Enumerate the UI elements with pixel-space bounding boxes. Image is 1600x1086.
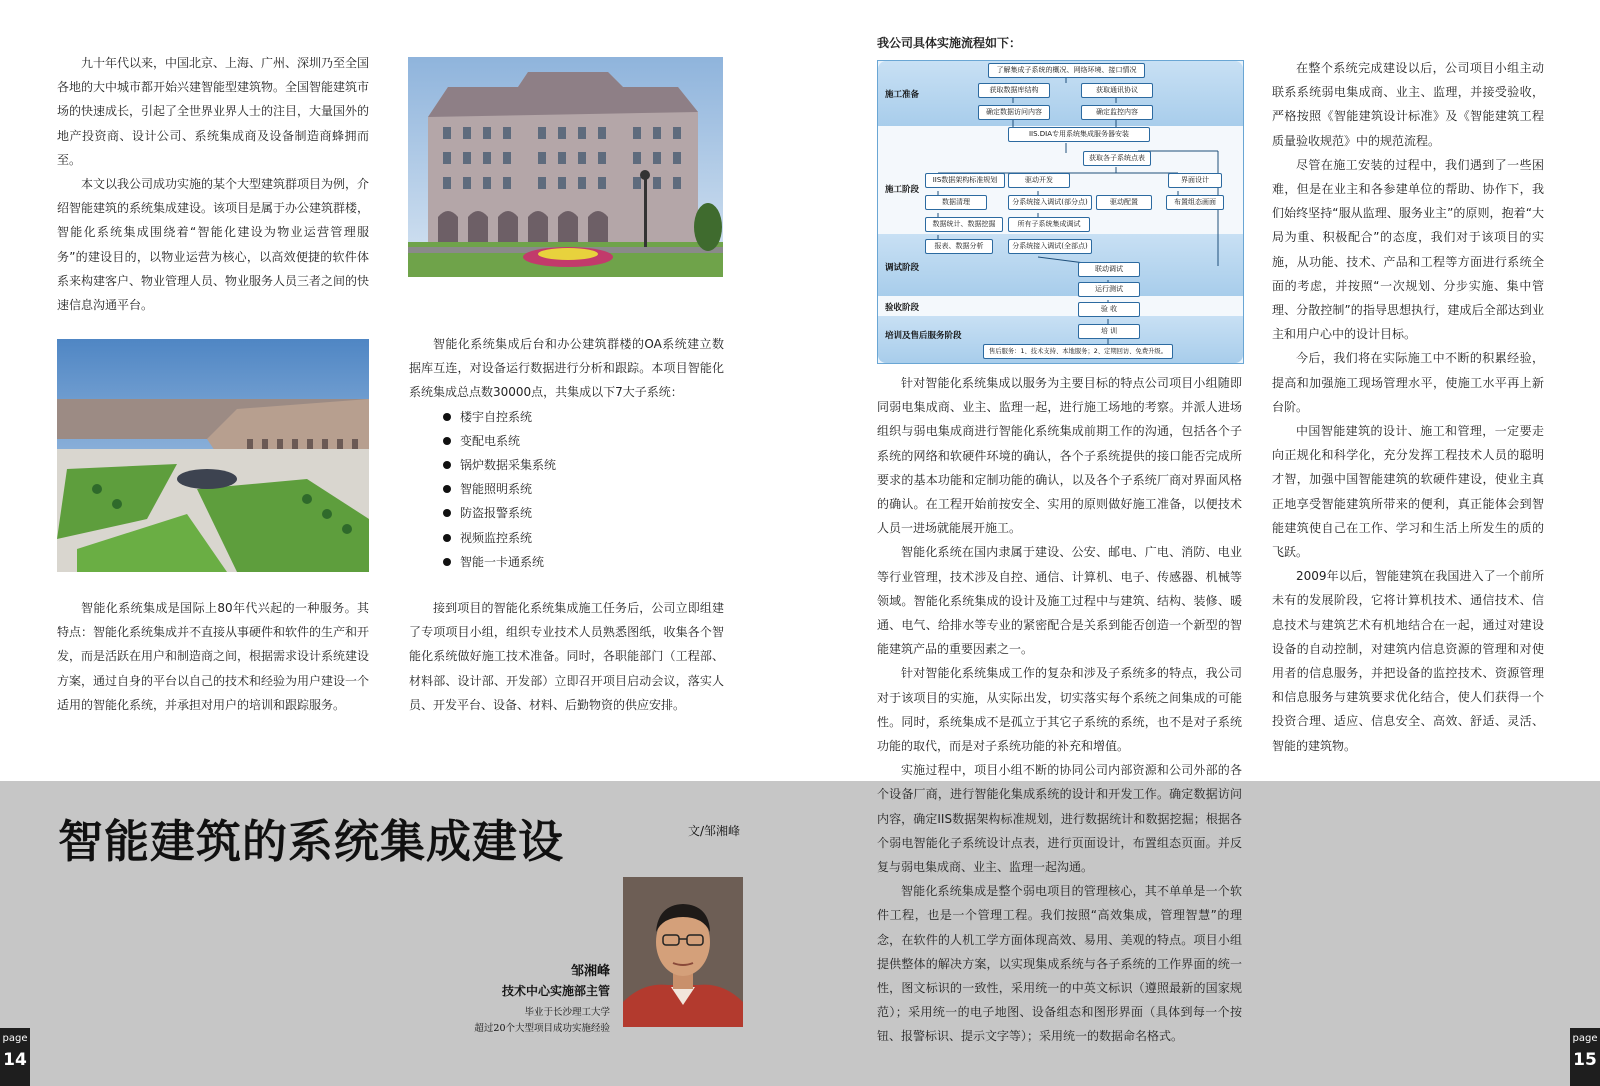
page-number: 14	[3, 1050, 27, 1070]
implementation-flowchart	[877, 60, 1244, 364]
flow-arrows	[878, 61, 1243, 363]
intro-paragraph-1: 九十年代以来，中国北京、上海、广州、深圳乃至全国各地的大中城市都开始兴建智能型建筑物。全国智能建筑市场的快速成长，引起了全世界业界人士的注目，大量国外的地产投资商、设计公司、系统集成商及设备制造商蜂拥而至。	[57, 56, 370, 167]
author-experience: 超过20个大型项目成功实施经验	[474, 1023, 610, 1034]
conclusion-paragraph: 中国智能建筑的设计、施工和管理，一定要走向正规化和科学化，充分发挥工程技术人员的聪明才智，加强中国智能建筑的软硬件建设，使业主真正地享受智能建筑所带来的便利，真正能体会到智能建筑使自己在工作、学习和生活上所发生的质的飞跃。	[1272, 424, 1544, 560]
conclusion-paragraph: 今后，我们将在实际施工中不断的积累经验，提高和加强施工现场管理水平，使施工水平再上新台阶。	[1272, 351, 1544, 414]
implementation-paragraph: 针对智能化系统集成工作的复杂和涉及子系统多的特点，我公司对于该项目的实施，从实际出发，切实落实每个系统之间集成的可能性。同时，系统集成不是孤立于其它子系统的系统，也不是对子系统功能的取代，而是对子系统功能的补充和增值。	[877, 666, 1242, 754]
implementation-paragraph: 针对智能化系统集成以服务为主要目标的特点公司项目小组随即同弱电集成商、业主、监理一起，进行施工场地的考察。并派人进场组织与弱电集成商进行智能化系统集成前期工作的沟通，包括各个子系统的网络和软硬件环境的确认，各个子系统提供的接口能否完成所要求的基本功能和定制功能的确认，以及各个子系统厂商对界面风格的确认。在工程开始前按安全、实用的原则做好施工准备，以便技术人员一进场就能展开施工。	[877, 376, 1242, 536]
subsystem-item: 防盗报警系统	[440, 501, 724, 525]
flow-box: 获取数据库结构	[978, 83, 1050, 98]
flow-box: 报表、数据分析	[925, 239, 993, 254]
byline: 文/邹湘峰	[688, 824, 741, 838]
author-education: 毕业于长沙理工大学	[524, 1007, 610, 1018]
flow-box: 分系统接入调试(部分点)	[1008, 195, 1092, 210]
flow-box: 验 收	[1078, 302, 1140, 317]
stage-label: 培训及售后服务阶段	[885, 331, 962, 341]
flow-box: 确定数据访问内容	[978, 105, 1050, 120]
conclusion-paragraph: 2009年以后，智能建筑在我国进入了一个前所未有的发展阶段，它将计算机技术、通信技术、信息技术与建筑艺术有机地结合在一起，通过对建设设备的自动控制，对建筑内信息资源的管理和对使用者的信息服务，并把设备的监控技术、资源管理和信息服务与建筑要求优化结合，使人们获得一个投资合理、适应、信息安全、高效、舒适、灵活、智能的建筑物。	[1272, 569, 1544, 753]
article-title: 智能建筑的系统集成建设	[58, 815, 565, 868]
campus-photo	[57, 339, 369, 572]
subsystem-item: 楼宇自控系统	[440, 405, 724, 429]
service-column	[57, 596, 369, 717]
flow-box: 驱动开发	[1008, 173, 1070, 188]
intro-column	[57, 51, 369, 317]
right-column-1	[877, 371, 1242, 1049]
flow-box: 数据统计、数据挖掘	[925, 217, 1003, 232]
stage-label: 调试阶段	[885, 263, 920, 273]
page-label: page	[2, 1033, 28, 1044]
flow-box: 运行测试	[1078, 282, 1140, 297]
flow-box: 获取各子系统点表	[1083, 151, 1151, 166]
page-label: page	[1572, 1033, 1598, 1044]
flow-box: 获取通讯协议	[1081, 83, 1153, 98]
author-name: 邹湘峰	[570, 964, 610, 979]
subsystem-list	[440, 405, 724, 574]
conclusion-paragraph: 尽管在施工安装的过程中，我们遇到了一些困难，但是在业主和各参建单位的帮助、协作下，我们始终坚持“服从监理、服务业主”的原则，抱着“大局为重、积极配合”的态度，我们对于该项目的实施，从功能、技术、产品和工程等方面进行系统全面的考虑，并按照“一次规划、分步实施、集中管理、分散控制”的指导思想执行，建成后全部达到业主和用户心中的设计目标。	[1272, 157, 1544, 342]
team-column	[409, 596, 724, 717]
subsystem-item: 智能照明系统	[440, 477, 724, 501]
stage-label: 验收阶段	[885, 303, 920, 313]
implementation-paragraph: 实施过程中，项目小组不断的协同公司内部资源和公司外部的各个设备厂商，进行智能化集成系统的设计和开发工作。确定数据访问内容，确定IIS数据架构标准规划，进行数据统计和数据挖掘；根据各个弱电智能化子系统设计点表，进行页面设计，布置组态页面。并反复与弱电集成商、业主、监理一起沟通。	[877, 763, 1242, 875]
stage-label: 施工准备	[885, 90, 920, 100]
service-paragraph: 智能化系统集成是国际上80年代兴起的一种服务。其特点：智能化系统集成并不直接从事硬件和软件的生产和开发，而是活跃在用户和制造商之间，根据需求设计系统建设方案，通过自身的平台以自己的技术和经验为用户建设一个适用的智能化系统，并承担对用户的培训和跟踪服务。	[57, 601, 370, 712]
flow-box: 售后服务：1、技术支持、本地服务；2、定期回访、免费升级。	[983, 344, 1173, 359]
flow-box: 所有子系统集成调试	[1008, 217, 1090, 232]
intro-paragraph-2: 本文以我公司成功实施的某个大型建筑群项目为例，介绍智能建筑的系统集成建设。该项目是属于办公建筑群楼，智能化系统集成围绕着“智能化建设为物业运营管理服务”的建设目的，以物业运营为核心，以高效便捷的软件体系来构建客户、物业管理人员、物业服务人员三者之间的快速信息沟通平台。	[57, 177, 370, 313]
flow-box: 驱动配置	[1096, 195, 1152, 210]
right-column-2	[1272, 56, 1544, 758]
flow-box: 了解集成子系统的概况、网络环境、接口情况	[988, 63, 1145, 78]
page-number-tab-right	[1570, 1028, 1600, 1086]
flow-box: 分系统接入调试(全部点)	[1008, 239, 1092, 254]
page-number-tab-left	[0, 1028, 30, 1086]
implementation-paragraph: 智能化系统集成是整个弱电项目的管理核心，其不单单是一个软件工程，也是一个管理工程。我们按照“高效集成，管理智慧”的理念，在软件的人机工学方面体现高效、易用、美观的特点。项目小组提供整体的解决方案，以实现集成系统与各子系统的工作界面的统一性，图文标识的一致性，采用统一的中英文标识（遵照最新的国家规范）；采用统一的电子地图、设备组态和图形界面（具体到每一个按钮、报警标识、提示文字等）；采用统一的数据命名格式。	[877, 884, 1242, 1044]
flow-box: 培 训	[1078, 324, 1140, 339]
page-number: 15	[1573, 1050, 1597, 1070]
subsystem-item: 视频监控系统	[440, 526, 724, 550]
flow-box: 联动调试	[1078, 262, 1140, 277]
implementation-paragraph: 智能化系统在国内隶属于建设、公安、邮电、广电、消防、电业等行业管理，技术涉及自控、通信、计算机、电子、传感器、机械等领域。智能化系统集成的设计及施工过程中与建筑、结构、装修、暖通、电气、给排水等专业的紧密配合是关系到能否创造一个新型的智能建筑产品的重要因素之一。	[877, 545, 1242, 657]
conclusion-paragraph: 在整个系统完成建设以后，公司项目小组主动联系系统弱电集成商、业主、监理，并接受验收，严格按照《智能建筑设计标准》及《智能建筑工程质量验收规范》中的规范流程。	[1272, 61, 1544, 148]
flow-box: 布置组态画面	[1166, 195, 1224, 210]
flow-box: 确定监控内容	[1081, 105, 1153, 120]
oa-column	[409, 332, 724, 574]
oa-paragraph: 智能化系统集成后台和办公建筑群楼的OA系统建立数据库互连，对设备运行数据进行分析和跟踪。本项目智能化系统集成总点数30000点，共集成以下7大子系统：	[409, 337, 724, 400]
author-portrait	[623, 877, 743, 1027]
flow-box: 界面设计	[1168, 173, 1222, 188]
subsystem-item: 智能一卡通系统	[440, 550, 724, 574]
flow-box: IIS数据架构标准规划	[925, 173, 1005, 188]
flow-heading: 我公司具体实施流程如下：	[877, 36, 1022, 50]
subsystem-item: 变配电系统	[440, 429, 724, 453]
subsystem-item: 锅炉数据采集系统	[440, 453, 724, 477]
author-position: 技术中心实施部主管	[501, 984, 610, 998]
building-photo	[408, 57, 723, 277]
flow-box: IIS.DIA专用系统集成服务器安装	[1008, 127, 1150, 142]
team-paragraph: 接到项目的智能化系统集成施工任务后，公司立即组建了专项项目小组，组织专业技术人员熟悉图纸，收集各个智能化系统做好施工技术准备。同时，各职能部门（工程部、材料部、设计部、开发部）立即召开项目启动会议，落实人员、开发平台、设备、材料、后勤物资的供应安排。	[409, 601, 724, 712]
flow-box: 数据清理	[925, 195, 987, 210]
stage-label: 施工阶段	[885, 185, 920, 195]
